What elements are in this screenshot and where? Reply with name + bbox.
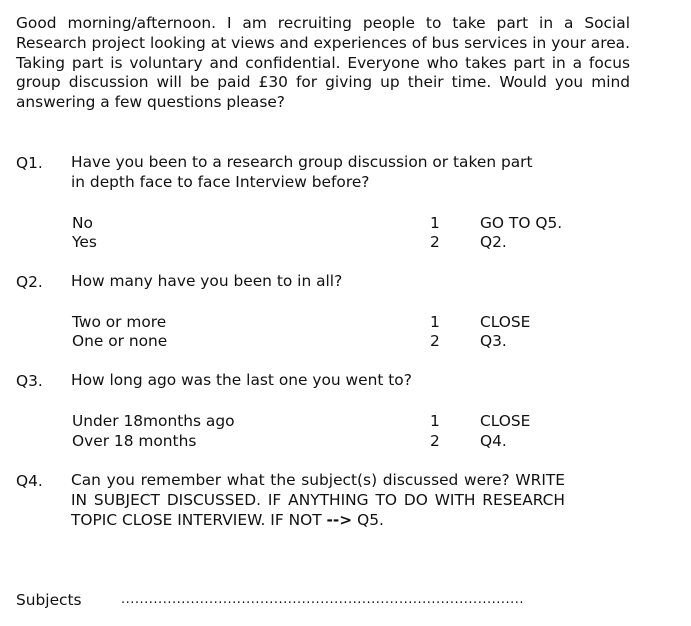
- option-code: 1: [430, 412, 440, 430]
- option-code: 2: [430, 432, 440, 450]
- answer-option-over-18-months[interactable]: [0, 432, 691, 452]
- option-code: 2: [430, 233, 440, 251]
- option-label: Yes: [72, 233, 97, 251]
- question-text-line: in depth face to face Interview before?: [71, 172, 370, 191]
- question-text: [71, 371, 412, 391]
- option-label: One or none: [72, 332, 168, 350]
- option-route: Q4.: [480, 432, 507, 450]
- answer-option-one-or-none[interactable]: [0, 332, 691, 352]
- question-instruction: Can you remember what the subject(s) discussed were? WRITE IN SUBJECT DISCUSSED. IF ANYTHING TO DO WITH RESEARCH TOPIC CLOSE INTERVIEW. IF NOT: [71, 471, 565, 529]
- question-text-line: How many have you been to in all?: [71, 272, 343, 290]
- option-route: Q2.: [480, 233, 507, 251]
- option-label: Over 18 months: [72, 432, 197, 450]
- answer-option-under-18-months[interactable]: [0, 412, 691, 432]
- question-text: [71, 272, 342, 292]
- option-route: CLOSE: [480, 313, 531, 331]
- question-number: Q4.: [16, 472, 43, 490]
- option-code: 2: [430, 332, 440, 350]
- option-code: 1: [430, 214, 440, 232]
- answer-option-yes[interactable]: [0, 233, 691, 253]
- arrow-icon: -->: [326, 510, 353, 529]
- option-route: CLOSE: [480, 412, 531, 430]
- question-number: Q3.: [16, 372, 43, 390]
- subjects-write-in-line[interactable]: .......................................................................................: [121, 592, 525, 607]
- question-text: [71, 153, 533, 193]
- question-text-line: How long ago was the last one you went to?: [71, 371, 412, 389]
- subjects-label: Subjects: [16, 591, 82, 609]
- option-route: GO TO Q5.: [480, 214, 563, 232]
- question-number: Q2.: [16, 273, 43, 291]
- option-route: Q3.: [480, 332, 507, 350]
- question-text: [71, 471, 565, 530]
- question-text-line: Have you been to a research group discussion or taken part: [71, 153, 533, 171]
- question-route: Q5.: [357, 510, 384, 529]
- option-label: Two or more: [72, 313, 167, 331]
- option-code: 1: [430, 313, 440, 331]
- answer-option-no[interactable]: [0, 214, 691, 234]
- option-label: Under 18months ago: [72, 412, 235, 430]
- intro-paragraph: Good morning/afternoon. I am recruiting people to take part in a Social Research project looking at views and experiences of bus services in your area. Taking part is voluntary and confidential. Everyone who takes part in a focus group discussion will be paid £30 for giving up their time. Would you mind answering a few questions please?: [16, 14, 630, 112]
- option-label: No: [72, 214, 93, 232]
- question-number: Q1.: [16, 154, 43, 172]
- answer-option-two-or-more[interactable]: [0, 313, 691, 333]
